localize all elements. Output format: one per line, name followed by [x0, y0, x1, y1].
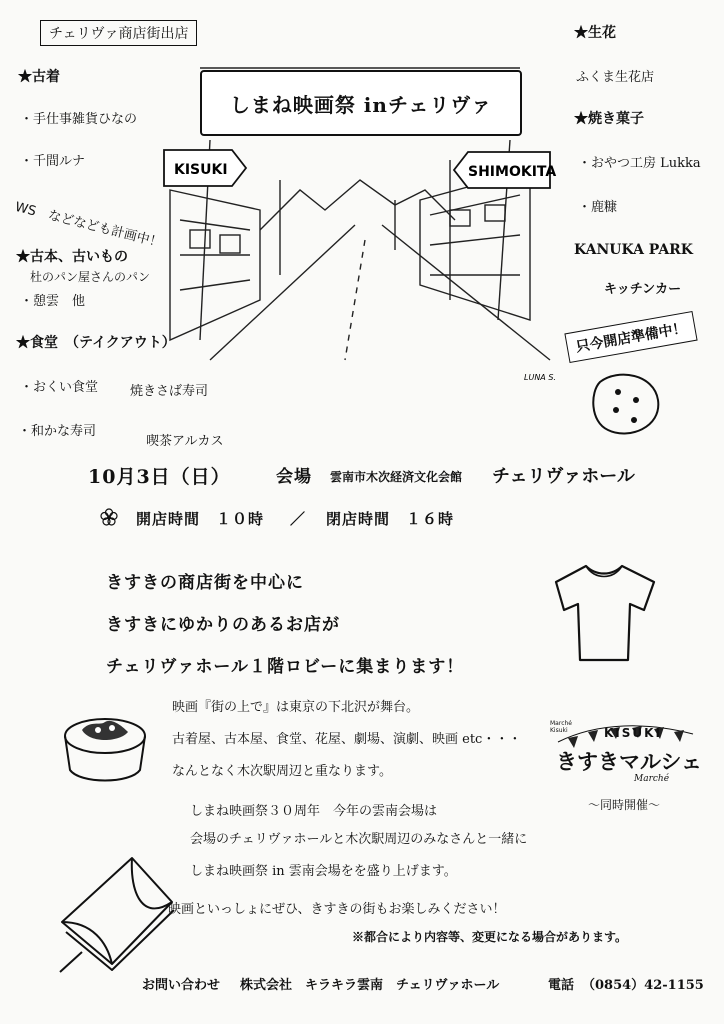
stall-luna: ・千間ルナ: [20, 154, 86, 169]
sign-shimokita: SHIMOKITA: [468, 164, 557, 180]
category-books: ★古本、古いもの: [16, 249, 128, 265]
venue-label: 会場: [276, 467, 312, 487]
marche-title: きすきマルシェ: [556, 750, 703, 774]
artist-signature: LUNA S.: [524, 373, 556, 382]
time-separator: ／: [290, 510, 307, 528]
stall-arukasu: 喫茶アルカス: [146, 434, 224, 449]
category-furugi: ★古着: [18, 69, 60, 85]
marche-small-text: Marché Kisuki: [550, 720, 572, 734]
opening-soon-sign: 只今開店準備中！: [564, 311, 697, 363]
body-p2-line3: しまね映画祭 in 雲南会場をを盛り上げます。: [190, 864, 457, 879]
event-date: 10月3日（日）: [88, 466, 231, 488]
stalls-header: チェリヴァ商店街出店: [40, 20, 197, 46]
festival-banner: しまね映画祭 inチェリヴァ: [200, 70, 522, 136]
headline-line1: きすきの商店街を中心に: [106, 573, 304, 593]
stall-kanuka: ・鹿糠: [578, 200, 618, 215]
stall-bread: 杜のパン屋さんのパン: [30, 270, 151, 284]
stall-fukuma: ふくま生花店: [576, 70, 655, 85]
stall-keiun: ・憩雲 他: [20, 294, 86, 309]
contact-company: 株式会社 キラキラ雲南 チェリヴァホール: [240, 978, 500, 993]
book-icon: [52, 852, 180, 976]
flower-icon: [100, 508, 118, 526]
marche-logo: [548, 712, 703, 818]
sign-kisuki: KISUKI: [174, 162, 228, 178]
venue-hall: チェリヴァホール: [492, 466, 635, 487]
change-notice: ※都合により内容等、変更になる場合があります。: [352, 930, 628, 944]
concurrent-event: 〜同時開催〜: [588, 798, 661, 812]
shirt-icon: [548, 560, 660, 668]
stall-okui: ・おくい食堂: [20, 380, 99, 395]
stall-hinano: ・手仕事雑貨ひなの: [20, 112, 138, 127]
category-food: ★食堂 （テイクアウト）: [16, 335, 176, 351]
body-p1-line3: なんとなく木次駅周辺と重なります。: [172, 764, 392, 779]
headline-line2: きすきにゆかりのあるお店が: [106, 615, 340, 635]
kitchen-car: キッチンカー: [604, 282, 682, 297]
body-p2-line1: しまね映画祭３０周年 今年の雲南会場は: [190, 804, 438, 819]
marche-kisuki: KISUKI: [604, 726, 662, 740]
body-p3: 映画といっしょにぜひ、きすきの街もお楽しみください！: [168, 902, 506, 917]
body-p1-line1: 映画『街の上で』は東京の下北沢が舞台。: [172, 700, 420, 715]
headline-line3: チェリヴァホール１階ロビーに集まります！: [106, 657, 465, 677]
kanuka-park: KANUKA PARK: [574, 242, 693, 258]
bento-icon: [60, 712, 150, 786]
close-time: 閉店時間 １６時: [326, 510, 455, 528]
category-sweets: ★焼き菓子: [574, 111, 644, 127]
marche-sub: Marché: [634, 774, 670, 784]
stall-lukka: ・おやつ工房 Lukka: [578, 156, 701, 171]
open-time: 開店時間 １０時: [136, 510, 265, 528]
category-flowers: ★生花: [574, 25, 616, 41]
cookie-icon: [588, 370, 664, 440]
phone-label: 電話: [548, 978, 575, 993]
stall-wakana: ・和かな寿司: [18, 424, 97, 439]
phone-number: （0854）42-1155: [582, 978, 704, 993]
body-p2-line2: 会場のチェリヴァホールと木次駅周辺のみなさんと一緒に: [190, 832, 528, 847]
stall-saba: 焼きさば寿司: [130, 384, 209, 399]
contact-label: お問い合わせ: [142, 978, 221, 993]
body-p1-line2: 古着屋、古本屋、食堂、花屋、劇場、演劇、映画 etc・・・: [172, 732, 522, 747]
ws-note: WS などなども計画中！: [13, 199, 164, 251]
venue-building: 雲南市木次経済文化会館: [330, 470, 463, 484]
